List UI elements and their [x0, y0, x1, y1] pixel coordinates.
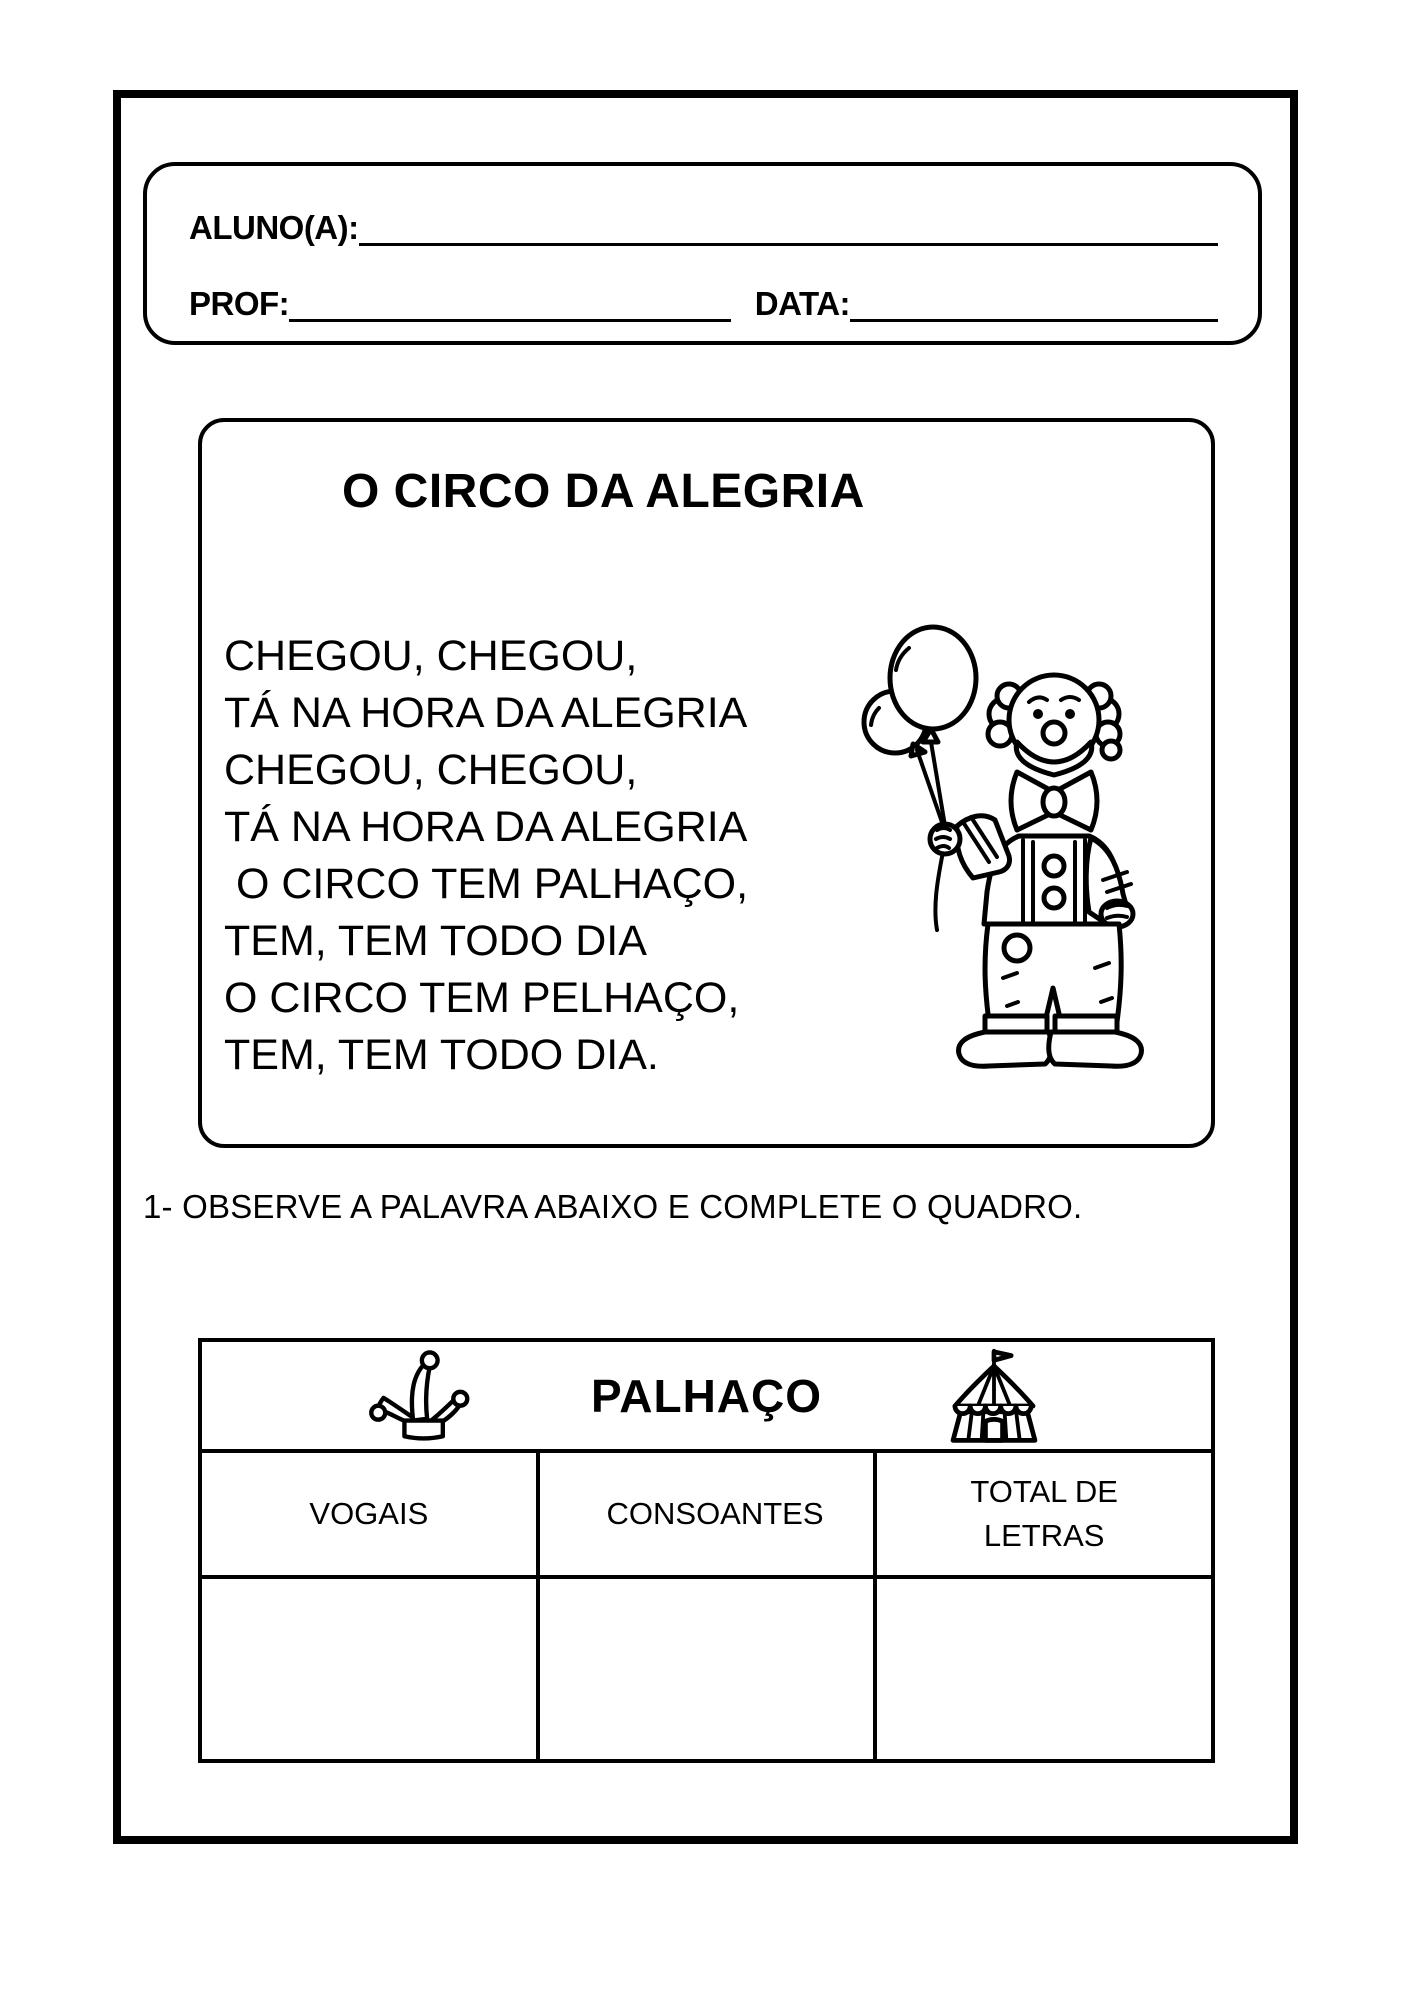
exercise-instruction: 1- OBSERVE A PALAVRA ABAIXO E COMPLETE O QUADRO.: [143, 1188, 1083, 1225]
word-header-cell: [202, 1342, 1211, 1453]
exercise-word: PALHAÇO: [590, 1369, 823, 1422]
poem-text: [224, 628, 748, 1084]
column-header-label: VOGAIS: [309, 1496, 429, 1531]
answer-cell-consoantes[interactable]: [540, 1579, 878, 1759]
column-header-label: TOTAL DE LETRAS: [970, 1474, 1118, 1553]
poem-title: O CIRCO DA ALEGRIA: [342, 465, 865, 518]
answer-row: [202, 1579, 1211, 1759]
poem-line: TEM, TEM TODO DIA.: [224, 1031, 659, 1079]
poem-line: TEM, TEM TODO DIA: [224, 917, 647, 965]
reading-box: [198, 418, 1215, 1148]
column-header-consoantes: [540, 1453, 878, 1575]
answer-cell-total-letras[interactable]: [877, 1579, 1211, 1759]
column-header-total-letras: [877, 1453, 1211, 1575]
poem-line: CHEGOU, CHEGOU,: [224, 632, 638, 680]
date-line[interactable]: [850, 273, 1218, 322]
circus-tent-icon: [939, 1347, 1049, 1447]
student-row: [189, 182, 1218, 246]
date-label: DATA:: [754, 285, 851, 322]
student-name-line[interactable]: [359, 197, 1218, 246]
poem-line: O CIRCO TEM PELHAÇO,: [224, 974, 740, 1022]
teacher-date-row: [189, 258, 1218, 322]
poem-line: O CIRCO TEM PALHAÇO,: [224, 860, 749, 908]
poem-line: CHEGOU, CHEGOU,: [224, 746, 638, 794]
student-info-box: [143, 162, 1262, 345]
jester-hat-icon: [362, 1349, 487, 1445]
column-header-vogais: [202, 1453, 540, 1575]
column-header-label: CONSOANTES: [606, 1496, 824, 1531]
answer-cell-vogais[interactable]: [202, 1579, 540, 1759]
student-label: ALUNO(A):: [189, 209, 359, 246]
clown-illustration: [857, 612, 1157, 1112]
poem-line: TÁ NA HORA DA ALEGRIA: [224, 803, 748, 851]
exercise-table: [198, 1338, 1215, 1763]
teacher-name-line[interactable]: [289, 273, 731, 322]
column-header-row: [202, 1453, 1211, 1579]
teacher-label: PROF:: [189, 285, 290, 322]
poem-line: TÁ NA HORA DA ALEGRIA: [224, 689, 748, 737]
